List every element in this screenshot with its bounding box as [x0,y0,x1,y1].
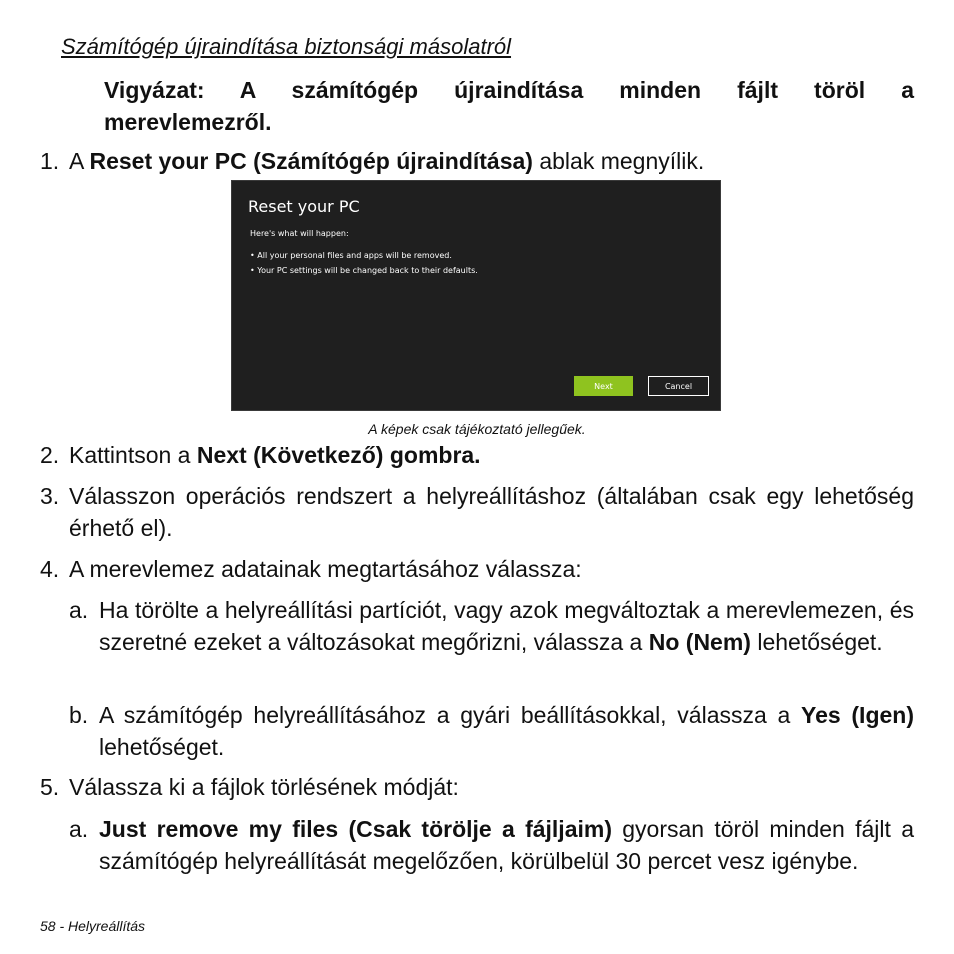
option-text [99,699,914,763]
step-2 [40,439,914,471]
step-number: 5. [40,774,60,800]
step-text: Válasszon operációs rendszert a helyreállításhoz (általában csak egy lehetőség érhető el). [69,483,914,541]
step-4-option-a [69,594,914,658]
step-4 [40,553,914,585]
dialog-title: Reset your PC [248,197,360,216]
option-text-pre: Ha törölte a helyreállítási partíciót, vagy azok megváltoztak a merevlemezen, és szeretné ezeket a változásokat megőrizni, válassza a [99,597,914,655]
step-text-post: ablak megnyílik. [532,148,705,174]
option-text-bold: Just remove my files (Csak törölje a fájljaim) [99,816,612,842]
step-number: 1. [40,148,60,174]
step-4-option-b [69,699,914,763]
step-text: A merevlemez adatainak megtartásához válassza: [69,556,582,582]
warning-line-1: Vigyázat: A számítógép újraindítása minden fájlt töröl a [104,77,914,103]
step-text-bold: Next (Következő) gombra. [196,442,481,468]
step-text: Válassza ki a fájlok törlésének módját: [69,774,459,800]
step-number: 2. [40,442,60,468]
warning-line-2: merevlemezről. [104,109,272,135]
option-text-post: lehetőséget. [99,734,225,760]
step-1 [40,145,914,177]
step-text [69,439,914,471]
option-text [99,813,914,877]
option-text [99,594,914,658]
option-text-post: gyorsan töröl minden fájlt a számítógép helyreállítását megelőzően, körülbelül 30 percet vesz igénybe. [99,816,914,874]
step-text-pre: A [69,148,90,174]
step-3 [40,480,914,544]
next-button[interactable]: Next [574,376,633,396]
page-footer: 58 - Helyreállítás [40,918,146,934]
option-letter: a. [69,597,89,623]
step-5-option-a [69,813,914,877]
section-title: Számítógép újraindítása biztonsági másolatról [61,34,512,59]
step-text-pre: Kattintson a [69,442,197,468]
step-number: 4. [40,556,60,582]
option-text-bold: Yes (Igen) [801,702,914,728]
step-text [69,145,914,177]
image-caption: A képek csak tájékoztató jellegűek. [368,421,586,437]
warning-note [104,74,914,138]
option-letter: b. [69,702,89,728]
option-text-pre: A számítógép helyreállításához a gyári beállításokkal, válassza a [99,702,802,728]
option-text-post: lehetőséget. [750,629,883,655]
step-text-bold: Reset your PC (Számítógép újraindítása) [89,148,533,174]
dialog-bullet-item: • All your personal files and apps will be removed. [250,251,452,260]
option-text-bold: No (Nem) [648,629,751,655]
option-letter: a. [69,816,89,842]
step-5 [40,771,914,803]
step-number: 3. [40,483,60,509]
cancel-button[interactable]: Cancel [648,376,709,396]
dialog-bullet-item: • Your PC settings will be changed back to their defaults. [250,266,478,275]
reset-pc-dialog-screenshot [231,180,721,411]
dialog-subtitle: Here's what will happen: [250,229,349,238]
